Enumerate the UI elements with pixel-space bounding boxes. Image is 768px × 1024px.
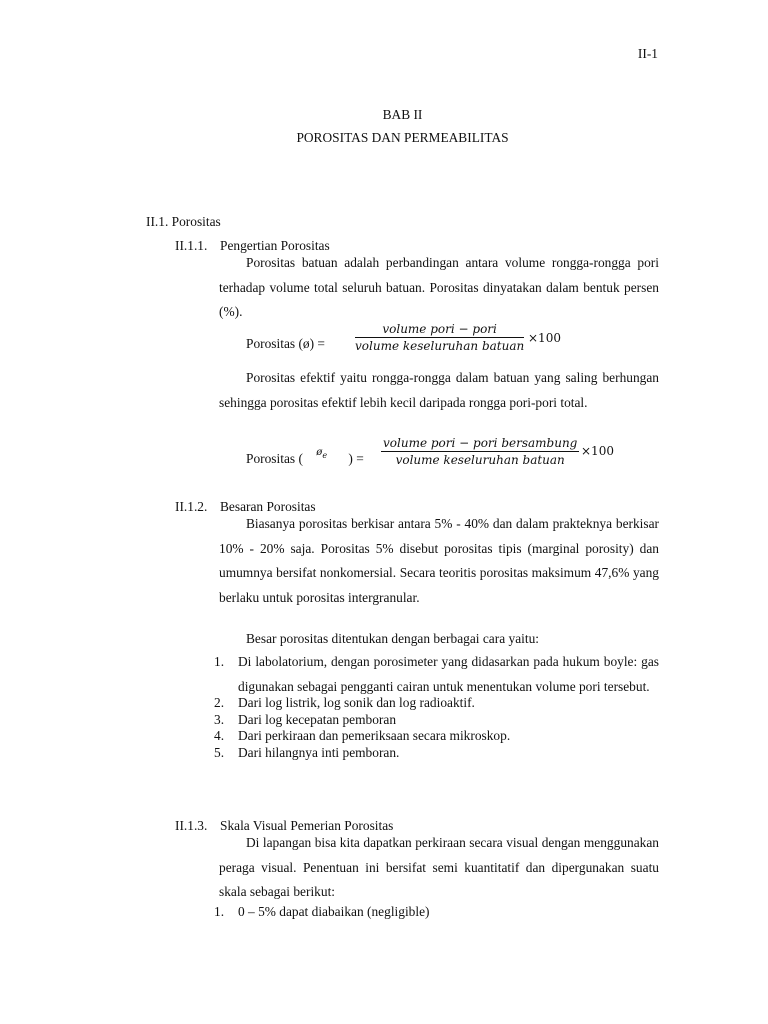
formula-denominator: volume keseluruhan batuan xyxy=(395,453,565,467)
phi-effective-symbol: øe xyxy=(316,447,328,460)
paragraph: Di lapangan bisa kita dapatkan perkiraan secara visual dengan menggunakan peraga visual. Penentuan ini bersifat semi kuantitatif dan dipergunakan suatu skala sebagai berikut: xyxy=(219,835,659,899)
list-marker: 3. xyxy=(214,711,225,727)
list-marker: 2. xyxy=(214,695,225,710)
list-marker: 5. xyxy=(214,744,225,760)
paragraph: Porositas efektif yaitu rongga-rongga dalam batuan yang saling berhungan sehingga porositas efektif lebih kecil daripada rongga pori-pori total. xyxy=(219,370,659,410)
list-item: 1. Di labolatorium, dengan porosimeter yang didasarkan pada hukum boyle: gas digunakan sebagai pengganti cairan untuk menentukan volume pori tersebut. xyxy=(214,650,659,699)
list-item: 1. 0 – 5% dapat diabaikan (negligible) xyxy=(214,904,430,919)
formula-fraction xyxy=(381,436,579,467)
list-item: 4. Dari perkiraan dan pemeriksaan secara mikroskop. xyxy=(214,728,511,743)
scale-list xyxy=(214,904,659,921)
list-item: 5. Dari hilangnya inti pemboran. xyxy=(214,744,400,760)
list-marker: 1. xyxy=(214,904,225,919)
chapter-heading: BAB II xyxy=(382,107,423,122)
paragraph: Biasanya porositas berkisar antara 5% - 40% dan dalam prakteknya berkisar 10% - 20% saja. Porositas 5% disebut porositas tipis (marginal porosity) dan umumnya bersifat nonkomersial. Secara teoritis porositas maksimum 47,6% yang berlaku untuk porositas intergranular. xyxy=(219,516,659,605)
paragraph: Besar porositas ditentukan dengan berbagai cara yaitu: xyxy=(246,631,539,646)
subsection-number: II.1.3. xyxy=(175,818,208,833)
list-marker: 1. xyxy=(214,654,225,669)
subsection-title: Pengertian Porositas xyxy=(220,238,330,253)
chapter-title: POROSITAS DAN PERMEABILITAS xyxy=(296,130,509,145)
formula-denominator: volume keseluruhan batuan xyxy=(355,339,525,353)
formula-label-open: Porositas ( xyxy=(246,451,303,466)
method-list xyxy=(214,650,659,761)
formula-fraction xyxy=(355,322,524,353)
formula-label: Porositas (ø) = xyxy=(246,336,325,351)
subsection-number: II.1.1. xyxy=(175,238,208,253)
subsection-number: II.1.2. xyxy=(175,499,208,514)
list-item: 3. Dari log kecepatan pemboran xyxy=(214,711,397,727)
paragraph: Porositas batuan adalah perbandingan antara volume rongga-rongga pori terhadap volume total seluruh batuan. Porositas dinyatakan dalam bentuk persen (%). xyxy=(219,255,659,319)
list-item: 2. Dari log listrik, log sonik dan log radioaktif. xyxy=(214,695,475,710)
subsection-title: Skala Visual Pemerian Porositas xyxy=(220,818,394,833)
subsection-title: Besaran Porositas xyxy=(220,499,316,514)
formula-numerator: volume pori − pori bersambung xyxy=(383,436,578,450)
formula-multiplier: ×100 xyxy=(581,444,614,458)
formula-label-close: ) = xyxy=(348,451,364,466)
list-marker: 4. xyxy=(214,728,225,743)
section-heading: II.1. Porositas xyxy=(146,214,221,229)
formula-numerator: volume pori − pori xyxy=(355,322,524,338)
formula-multiplier: ×100 xyxy=(528,331,561,345)
page-number: II-1 xyxy=(637,46,658,61)
formula-label xyxy=(246,447,364,468)
